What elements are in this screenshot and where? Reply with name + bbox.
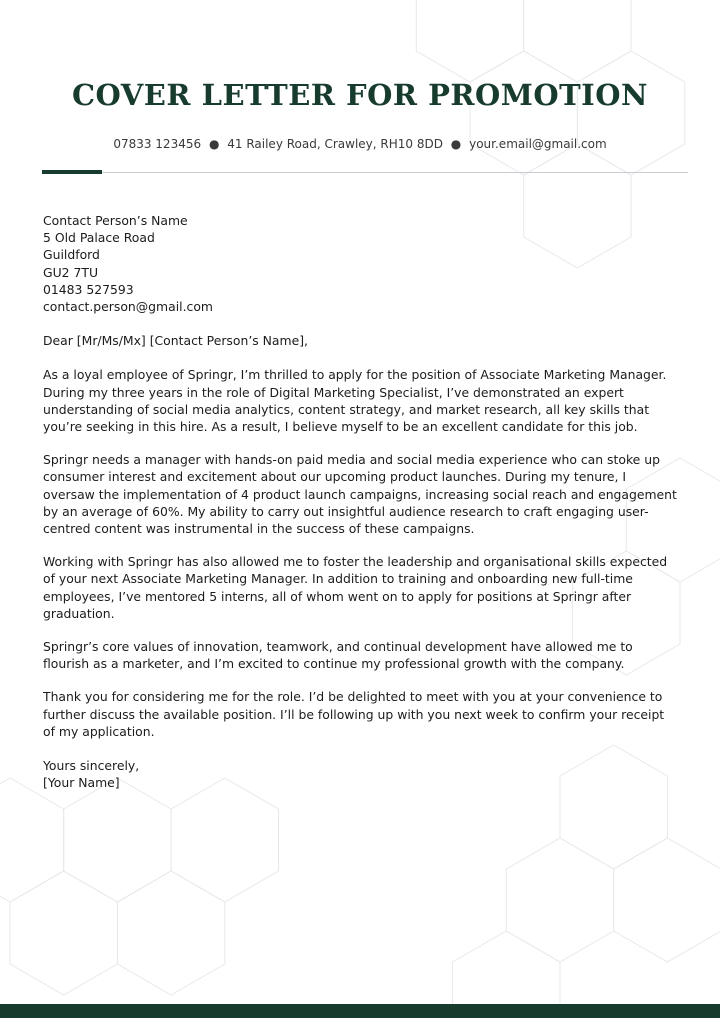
header-accent-rule <box>42 170 102 174</box>
sender-contact-line <box>0 137 720 151</box>
letter-title: COVER LETTER FOR PROMOTION <box>71 78 649 112</box>
recipient-postcode: GU2 7TU <box>43 264 99 280</box>
header-divider-rule <box>102 172 688 173</box>
body-paragraph-4: Springr’s core values of innovation, teamwork, and continual development have allowed me to flourish as a marketer, and I’m excited to continue my professional growth with the company. <box>43 639 633 672</box>
recipient-block <box>43 212 679 315</box>
sender-email: your.email@gmail.com <box>469 137 607 151</box>
valediction: Yours sincerely, <box>43 758 140 774</box>
salutation: Dear [Mr/Ms/Mx] [Contact Person’s Name], <box>43 333 308 349</box>
bullet-separator: ● <box>450 137 462 151</box>
signature-name: [Your Name] <box>43 775 120 791</box>
recipient-email: contact.person@gmail.com <box>43 299 213 315</box>
closing-block <box>43 757 679 791</box>
sender-phone: 07833 123456 <box>113 137 202 151</box>
sender-address: 41 Railey Road, Crawley, RH10 8DD <box>227 137 443 151</box>
bullet-separator: ● <box>208 137 220 151</box>
body-paragraph-5: Thank you for considering me for the role. I’d be delighted to meet with you at your convenience to further discuss the available position. I’ll be following up with you next week to confirm your receipt of my application. <box>43 689 665 739</box>
recipient-phone: 01483 527593 <box>43 281 134 297</box>
body-paragraph-3: Working with Springr has also allowed me to foster the leadership and organisational skills expected of your next Associate Marketing Manager. In addition to training and onboarding new full-time employees, I’ve mentored 5 interns, all of whom went on to apply for positions at Springr after graduation. <box>43 554 668 621</box>
body-paragraph-2: Springr needs a manager with hands-on paid media and social media experience who can stoke up consumer interest and excitement about our upcoming product launches. During my tenure, I oversaw the implementation of 4 product launch campaigns, increasing social reach and engagement by an average of 60%. My ability to carry out insightful audience research to craft engaging user-centred content was instrumental in the success of these campaigns. <box>43 452 677 537</box>
recipient-street: 5 Old Palace Road <box>43 230 155 246</box>
recipient-name: Contact Person’s Name <box>43 213 188 228</box>
letter-body <box>43 212 679 791</box>
recipient-city: Guildford <box>43 247 100 263</box>
body-paragraph-1: As a loyal employee of Springr, I’m thrilled to apply for the position of Associate Marketing Manager. During my three years in the role of Digital Marketing Specialist, I’ve demonstrated an expert understanding of social media analytics, content strategy, and market research, all key skills that you’re seeking in this hire. As a result, I believe myself to be an excellent candidate for this job. <box>43 367 667 435</box>
footer-accent-bar <box>0 1004 720 1018</box>
